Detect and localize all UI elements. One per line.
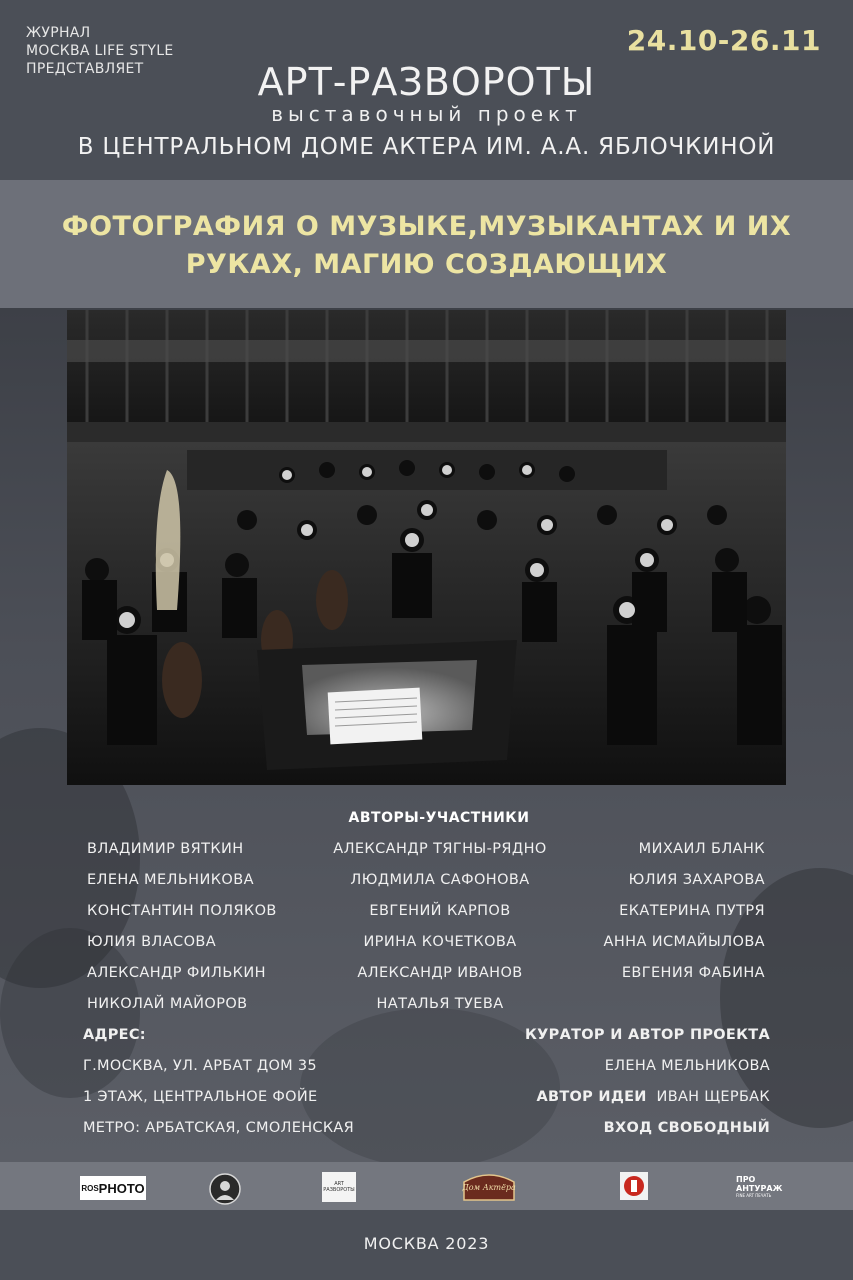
author-name: АЛЕКСАНДР ФИЛЬКИН <box>87 965 266 981</box>
pro-anturazh-logo-line-2: АНТУРАЖ <box>736 1184 783 1193</box>
author-name: ЛЮДМИЛА САФОНОВА <box>350 872 530 888</box>
exhibition-title: АРТ-РАЗВОРОТЫ <box>257 60 596 104</box>
theme-band <box>0 180 853 308</box>
author-name: ЕВГЕНИЯ ФАБИНА <box>621 965 765 981</box>
dom-aktera-logo-text: Дом Актёра <box>462 1182 516 1192</box>
idea-name: ИВАН ЩЕРБАК <box>656 1089 770 1105</box>
author-name: ИРИНА КОЧЕТКОВА <box>363 934 517 950</box>
art-razvoroty-logo-text: ART РАЗВОРОТЫ <box>323 1181 355 1193</box>
address-block <box>83 1026 354 1150</box>
author-name: ЕЛЕНА МЕЛЬНИКОВА <box>87 872 254 888</box>
authors-column-2 <box>330 840 550 1026</box>
journal-line-3: ПРЕДСТАВЛЯЕТ <box>26 61 144 77</box>
author-name: ЮЛИЯ ВЛАСОВА <box>87 934 217 950</box>
author-name: ЕВГЕНИЙ КАРПОВ <box>369 903 511 919</box>
theatre-logo <box>620 1172 648 1200</box>
author-name: КОНСТАНТИН ПОЛЯКОВ <box>87 903 277 919</box>
art-razvoroty-logo <box>322 1172 356 1202</box>
footer-city-year: МОСКВА 2023 <box>363 1234 490 1253</box>
author-name: ЕКАТЕРИНА ПУТРЯ <box>619 903 765 919</box>
pro-anturazh-logo-line-1: ПРО <box>736 1175 756 1184</box>
authors-heading: АВТОРЫ-УЧАСТНИКИ <box>348 810 530 826</box>
exhibition-subtitle: выставочный проект <box>271 102 582 126</box>
address-line: Г.МОСКВА, УЛ. АРБАТ ДОМ 35 <box>83 1058 317 1074</box>
rosphoto-logo-small-text: ROS <box>81 1183 99 1193</box>
credits-block <box>525 1026 770 1150</box>
header <box>0 0 853 180</box>
theme-line-1: ФОТОГРАФИЯ О МУЗЫКЕ,МУЗЫКАНТАХ И ИХ <box>61 211 792 242</box>
curator-name: ЕЛЕНА МЕЛЬНИКОВА <box>604 1058 770 1074</box>
curator-label: КУРАТОР И АВТОР ПРОЕКТА <box>525 1027 770 1043</box>
rosphoto-logo-big-text: PHOTO <box>98 1180 145 1196</box>
emblem-logo <box>208 1172 242 1206</box>
author-name: АННА ИСМАЙЫЛОВА <box>603 934 765 950</box>
authors-column-3 <box>604 840 765 995</box>
author-name: ЮЛИЯ ЗАХАРОВА <box>628 872 765 888</box>
journal-line-1: ЖУРНАЛ <box>26 25 91 41</box>
author-name: АЛЕКСАНДР ТЯГНЫ-РЯДНО <box>333 841 547 857</box>
free-entry-text: ВХОД СВОБОДНЫЙ <box>603 1120 770 1136</box>
author-name: МИХАИЛ БЛАНК <box>638 841 765 857</box>
footer <box>0 1210 853 1280</box>
author-name: АЛЕКСАНДР ИВАНОВ <box>357 965 523 981</box>
authors-column-1 <box>87 840 277 1026</box>
address-heading: АДРЕС: <box>83 1027 146 1043</box>
author-name: ВЛАДИМИР ВЯТКИН <box>87 841 244 857</box>
pro-anturazh-logo-line-3: FINE ART ПЕЧАТЬ <box>736 1193 772 1198</box>
address-line: 1 ЭТАЖ, ЦЕНТРАЛЬНОЕ ФОЙЕ <box>83 1089 318 1105</box>
orchestra-photo <box>67 310 786 785</box>
orchestra-photo-illustration <box>67 310 786 785</box>
pro-anturazh-logo <box>736 1172 786 1202</box>
theme-line-2: РУКАХ, МАГИЮ СОЗДАЮЩИХ <box>185 249 668 280</box>
author-name: НАТАЛЬЯ ТУЕВА <box>376 996 504 1012</box>
journal-line-2: МОСКВА LIFE STYLE <box>26 43 174 59</box>
dom-aktera-logo <box>462 1172 516 1202</box>
rosphoto-logo <box>80 1176 146 1200</box>
address-line: МЕТРО: АРБАТСКАЯ, СМОЛЕНСКАЯ <box>83 1120 355 1136</box>
idea-line <box>525 1088 770 1119</box>
exhibition-dates: 24.10-26.11 <box>626 24 821 57</box>
venue-line: В ЦЕНТРАЛЬНОМ ДОМЕ АКТЕРА ИМ. А.А. ЯБЛОЧКИНОЙ <box>77 134 776 160</box>
idea-label: АВТОР ИДЕИ <box>536 1089 647 1105</box>
author-name: НИКОЛАЙ МАЙОРОВ <box>87 996 248 1012</box>
theme-text <box>60 208 793 284</box>
